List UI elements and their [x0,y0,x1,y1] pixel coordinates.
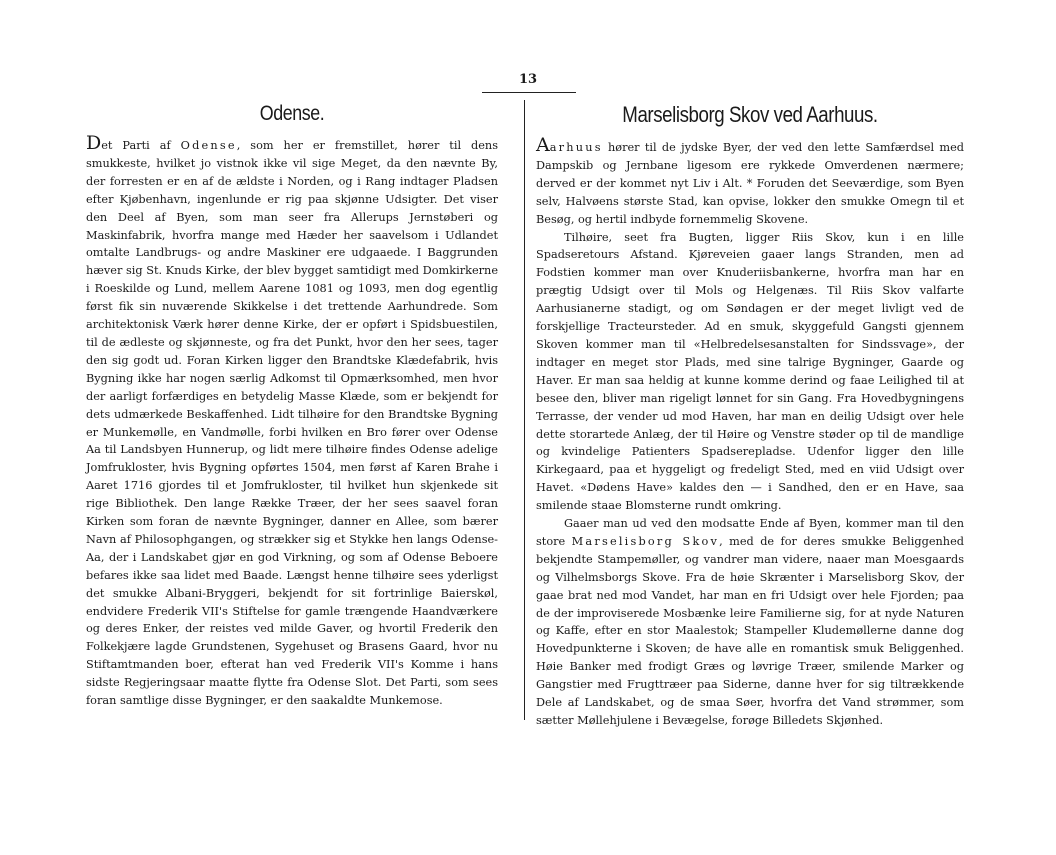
right-p3-spaced: Marselisborg Skov [571,534,720,548]
right-paragraph-1 [536,134,964,229]
left-text-b: , som her er fremstillet, hører til dens smukkeste, hvilket jo vistnok ikke vil sige Meget, da den nævnte By, der forresten er en af de ældste i Norden, og i Rang indtager Pladsen efter Kjøbenhavn, ingenlunde er rig paa skjønne Udsigter. Det viser den Deel af Byen, som man seer fra Allerups Jernstøberi og Maskinfabrik, hvorfra mange med Hæder her saavelsom i Udlandet omtalte Landbrugs- og andre Maskiner ere udgaaede. I Baggrunden hæver sig St. Knuds Kirke, der blev bygget samtidigt med Domkirkerne i Roeskilde og Lund, mellem Aarene 1081 og 1093, men dog egentlig først fik sin nuværende Skikkelse i det trettende Aarhundrede. Som architektonisk Værk hører denne Kirke, der er opført i Spidsbuestilen, til de ædleste og skjønneste, og fra det Punkt, hvor den her sees, tager den sig godt ud. Foran Kirken ligger den Brandtske Klædefabrik, hvis Bygning ikke har nogen særlig Adkomst til Opmærksomhed, men hvor der aarligt forfærdiges en betydelig Masse Klæde, som er bekjendt for dets udmærkede Beskaffenhed. Lidt tilhøire for den Brandtske Bygning er Munkemølle, en Vandmølle, forbi hvilken en Bro fører over Odense Aa til Landsbyen Hunnerup, og lidt mere tilhøire findes Odense adelige Jomfrukloster, hvis Bygning opførtes 1504, men først af Karen Brahe i Aaret 1716 gjordes til et Jomfrukloster, til hvilket hun skjenkede sit rige Bibliothek. Den lange Række Træer, der her sees saavel foran Kirken som foran de nævnte Bygninger, danner en Allee, som bærer Navn af Philosophgangen, og strækker sig et Stykke hen langs Odense-Aa, der i Landskabet gjør en god Virkning, og som af Odense Beboere befares ikke saa lidet med Baade. Længst henne tilhøire sees yderligst det smukke Albani-Bryggeri, bekjendt for sit fortrinlige Baierskøl, endvidere Frederik VII's Stiftelse for gamle trængende Haandværkere og deres Enker, der reistes ved milde Gaver, og hvortil Frederik den Folkekjære lagde Grundstenen, Sygehuset og Brasens Gaard, hvor nu Stiftamtmanden boer, efterat han ved Frederik VII's Komme i hans sidste Regjeringsaar maatte flytte fra Odense Slot. Det Parti, som sees foran samtlige disse Bygninger, er den saakaldte Munkemose. [86,139,499,708]
left-text-a: et Parti af [101,139,181,152]
left-spaced-word: Odense [180,139,237,152]
right-dropcap: A [536,134,550,156]
right-spaced-word: arhuus [549,141,603,154]
left-paragraph [86,132,499,710]
right-p1-body: hører til de jydske Byer, der ved den lette Samfærdsel med Dampskib og Jernbane ligesom ere rykkede Omverdenen nærmere; derved er der kommet nyt Liv i Alt. * Foruden det Seeværdige, som Byen selv, Halvøens største Stad, kan opvise, lokker den smukke Omegn til et Besøg, og hertil indbyde fornemmelig Skovene. [536,141,964,226]
right-column [536,100,964,730]
right-p3-a: Gaaer man ud ved den modsatte Ende af Byen, kommer man til den store [536,517,964,548]
right-heading: Marselisborg Skov ved Aarhuus. [622,102,878,127]
right-paragraph-2: Tilhøire, seet fra Bugten, ligger Riis Skov, kun i en lille Spadseretours Afstand. Kjøreveien gaaer langs Stranden, men ad Fodstien kommer man over Knuderiisbankerne, hvorfra man har en prægtig Udsigt over til Mols og Helgenæs. Til Riis Skov valfarte Aarhusianerne stadigt, og om Søndagen er der meget livligt ved de forskjellige Tracteursteder. Ad en smuk, skyggefuld Gangsti gjennem Skoven kommer man til «Helbredelsesanstalten for Sindssvage», der indtager en meget stor Plads, med sine talrige Bygninger, Gaarde og Haver. Er man saa heldig at kunne komme derind og faae Leilighed til at besee den, bliver man rigeligt lønnet for sin Gang. Fra Hovedbygningens Terrasse, der vender ud mod Haven, har man en deilig Udsigt over hele dette storartede Anlæg, der til Høire og Venstre støder op til de mandlige og kvindelige Patienters Spadserepladse. Udenfor ligger den lille Kirkegaard, paa et hyggeligt og fredeligt Sted, med en viid Udsigt over Havet. «Dødens Have» kaldes den — i Sandhed, den er en Have, saa smilende staae Blomsterne rundt omkring. [536,230,964,513]
header-rule [482,92,576,93]
left-dropcap: D [86,132,102,154]
right-paragraph-3 [536,515,964,730]
column-divider [524,100,525,720]
right-p3-b: , med de for deres smukke Beliggenhed bekjendte Stampemøller, og vandrer man videre, naaer man Moesgaards og Vilhelmsborgs Skove. Fra de høie Skrænter i Marselisborg Skov, der gaae brat ned mod Vandet, har man en fri Udsigt over hele Fjorden; paa de der improviserede Mosbænke leire Familierne sig, for at nyde Naturen og Kaffe, efter en stor Maalestok; Stampeller Kludemøllerne danne dog Hovedpunkterne i Skoven; de have alle en romantisk smuk Beliggenhed. Høie Banker med frodigt Græs og løvrige Træer, smilende Marker og Gangstier med Frugttræer paa Siderne, danne hver for sig tiltrækkende Dele af Landskabet, og de smaa Søer, hvorfra det Vand strømmer, som sætter Møllehjulene i Bevægelse, forøge Billedets Skjønhed. [536,534,964,727]
page-number: 13 [518,72,538,87]
left-column [86,100,498,710]
left-heading: Odense. [259,102,325,125]
